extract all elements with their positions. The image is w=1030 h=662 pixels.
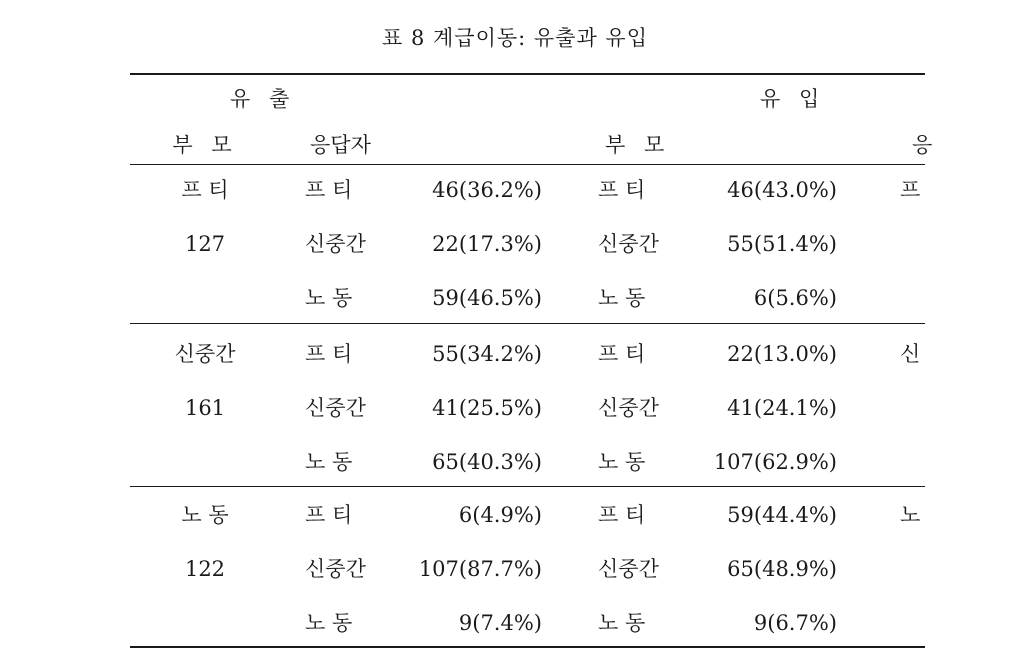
table-cell-parent-right: 신중간 bbox=[598, 232, 659, 256]
table-cell-parent-right: 프 티 bbox=[598, 178, 646, 202]
table-cell-outflow: 6(4.9%) bbox=[458, 503, 542, 527]
table-cell-inflow: 107(62.9%) bbox=[713, 450, 837, 474]
table-cell-respondent: 노 동 bbox=[305, 286, 353, 310]
group-divider bbox=[130, 486, 925, 487]
table-cell-parent-right: 신중간 bbox=[598, 557, 659, 581]
table-cell-respondent: 프 티 bbox=[305, 342, 353, 366]
group-cut-label: 노 bbox=[900, 503, 921, 527]
table-cell-outflow: 55(34.2%) bbox=[432, 342, 542, 366]
table-cell-respondent: 신중간 bbox=[305, 232, 366, 256]
table-cell-respondent: 노 동 bbox=[305, 450, 353, 474]
table-cell-outflow: 65(40.3%) bbox=[432, 450, 542, 474]
table-cell-outflow: 9(7.4%) bbox=[458, 611, 542, 635]
table-cell-parent-right: 노 동 bbox=[598, 286, 646, 310]
table-cell-parent-right: 노 동 bbox=[598, 611, 646, 635]
table-cell-outflow: 46(36.2%) bbox=[432, 178, 542, 202]
table-cell-parent-right: 신중간 bbox=[598, 396, 659, 420]
table-cell-inflow: 6(5.6%) bbox=[753, 286, 837, 310]
group-parent-count: 122 bbox=[184, 557, 226, 581]
table-title: 표 8 계급이동: 유출과 유입 bbox=[382, 26, 648, 50]
group-parent-label: 신중간 bbox=[174, 342, 236, 366]
table-cell-outflow: 41(25.5%) bbox=[432, 396, 542, 420]
table-cell-inflow: 46(43.0%) bbox=[727, 178, 837, 202]
header-respondent-left: 응답자 bbox=[310, 133, 371, 157]
header-parent-right: 부 모 bbox=[605, 133, 671, 157]
table-cell-parent-right: 프 티 bbox=[598, 503, 646, 527]
table-cell-inflow: 9(6.7%) bbox=[753, 611, 837, 635]
group-parent-count: 161 bbox=[184, 396, 226, 420]
table-cell-inflow: 55(51.4%) bbox=[727, 232, 837, 256]
table-cell-outflow: 59(46.5%) bbox=[432, 286, 542, 310]
table-cell-inflow: 65(48.9%) bbox=[727, 557, 837, 581]
group-parent-label: 프 티 bbox=[181, 178, 229, 202]
table-cell-outflow: 107(87.7%) bbox=[418, 557, 542, 581]
header-outflow: 유 출 bbox=[230, 87, 296, 111]
table-cell-inflow: 22(13.0%) bbox=[727, 342, 837, 366]
table-cell-respondent: 프 티 bbox=[305, 178, 353, 202]
group-parent-count: 127 bbox=[184, 232, 226, 256]
table-cell-inflow: 59(44.4%) bbox=[727, 503, 837, 527]
group-parent-label: 노 동 bbox=[181, 503, 229, 527]
header-parent-left: 부 모 bbox=[172, 133, 238, 157]
table-cell-respondent: 노 동 bbox=[305, 611, 353, 635]
table-cell-respondent: 신중간 bbox=[305, 557, 366, 581]
header-rule bbox=[130, 164, 925, 165]
table-cell-inflow: 41(24.1%) bbox=[727, 396, 837, 420]
bottom-rule bbox=[130, 646, 925, 648]
group-cut-label: 프 bbox=[900, 178, 921, 202]
header-respondent-right-cut: 응 bbox=[912, 133, 933, 157]
group-cut-label: 신 bbox=[900, 342, 921, 366]
table-cell-respondent: 프 티 bbox=[305, 503, 353, 527]
table-cell-parent-right: 노 동 bbox=[598, 450, 646, 474]
header-inflow: 유 입 bbox=[760, 87, 826, 111]
table-cell-outflow: 22(17.3%) bbox=[432, 232, 542, 256]
top-rule bbox=[130, 73, 925, 75]
table-cell-respondent: 신중간 bbox=[305, 396, 366, 420]
table-cell-parent-right: 프 티 bbox=[598, 342, 646, 366]
group-divider bbox=[130, 323, 925, 324]
